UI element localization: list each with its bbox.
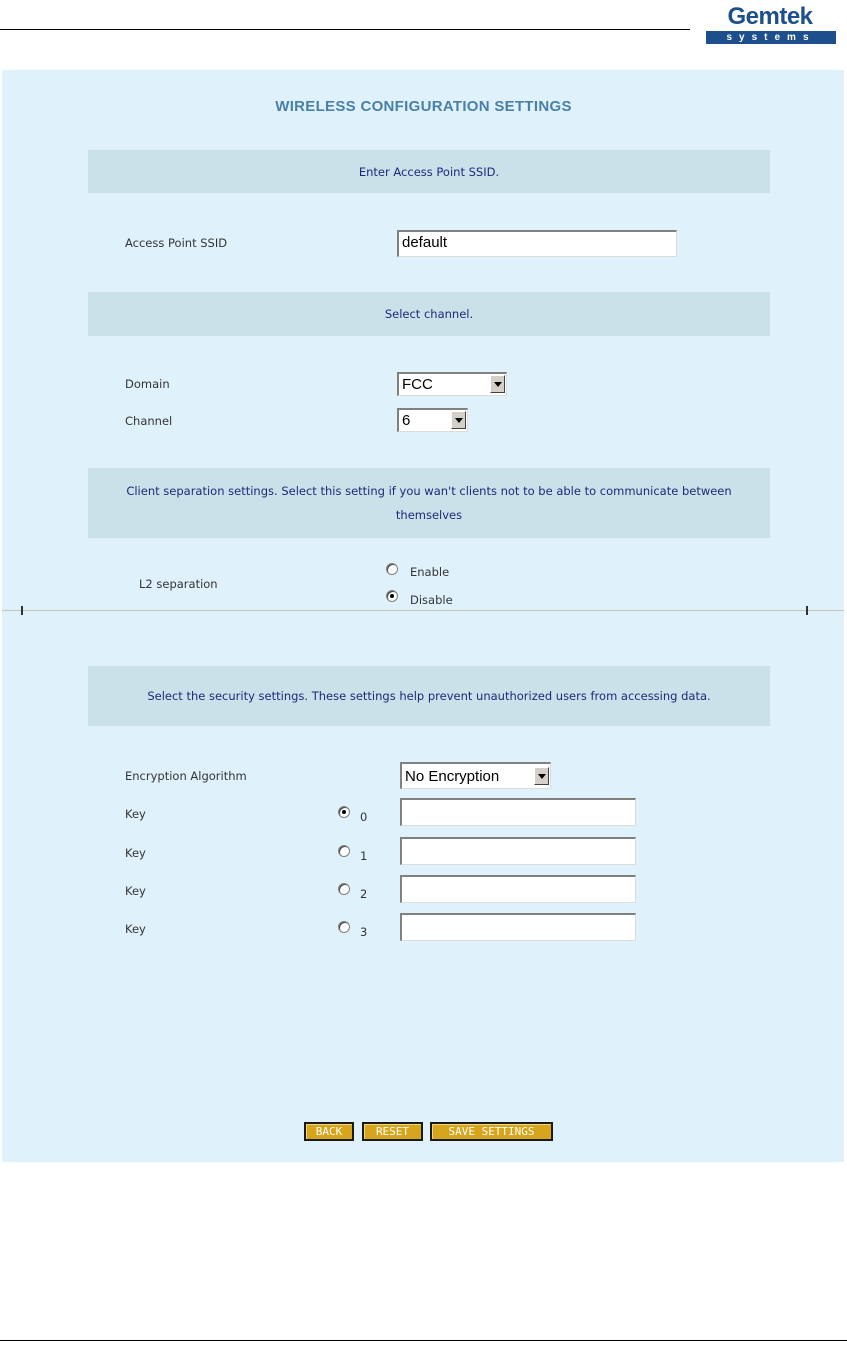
domain-selected-value: FCC — [402, 376, 433, 393]
key-input-2[interactable] — [400, 875, 636, 903]
domain-select[interactable] — [397, 372, 507, 396]
back-button[interactable]: BACK — [304, 1122, 354, 1141]
chevron-down-icon[interactable] — [534, 767, 549, 785]
logo-subtitle: systems — [706, 31, 836, 44]
l2-separation-label: L2 separation — [139, 577, 218, 591]
channel-select[interactable] — [397, 408, 468, 432]
disable-radio[interactable] — [386, 590, 398, 602]
gemtek-logo — [704, 4, 836, 44]
key-label: Key — [125, 807, 146, 821]
channel-label: Channel — [125, 414, 173, 428]
split-tick-right — [806, 606, 808, 615]
split-tick-left — [21, 606, 23, 615]
key-label: Key — [125, 884, 146, 898]
key-label: Key — [125, 846, 146, 860]
enable-radio-label: Enable — [410, 565, 450, 579]
key-input-0[interactable] — [400, 798, 636, 826]
enable-radio[interactable] — [386, 563, 398, 575]
chevron-down-icon[interactable] — [451, 411, 466, 429]
key-index-3: 3 — [360, 925, 368, 939]
footer-rule — [0, 1340, 847, 1341]
ssid-band: Enter Access Point SSID. — [88, 150, 770, 193]
logo-word: Gemtek — [727, 3, 813, 30]
key-input-1[interactable] — [400, 837, 636, 865]
encryption-label: Encryption Algorithm — [125, 769, 247, 783]
encryption-select[interactable] — [400, 762, 551, 789]
domain-label: Domain — [125, 377, 170, 391]
key-index-0: 0 — [360, 810, 368, 824]
save-settings-button[interactable]: SAVE SETTINGS — [430, 1122, 553, 1141]
key-radio-3[interactable] — [338, 921, 350, 933]
key-radio-0[interactable] — [338, 806, 350, 818]
key-radio-2[interactable] — [338, 883, 350, 895]
encryption-selected-value: No Encryption — [405, 768, 500, 785]
page-split-line — [2, 610, 844, 611]
key-radio-1[interactable] — [338, 845, 350, 857]
header-rule — [0, 29, 690, 30]
reset-button[interactable]: RESET — [362, 1122, 423, 1141]
security-band: Select the security settings. These settings help prevent unauthorized users from accessing data. — [88, 666, 770, 726]
channel-band: Select channel. — [88, 292, 770, 336]
page-title: WIRELESS CONFIGURATION SETTINGS — [275, 98, 572, 115]
key-index-1: 1 — [360, 849, 368, 863]
chevron-down-icon[interactable] — [490, 375, 505, 393]
separation-band: Client separation settings. Select this setting if you wan't clients not to be able to communicate between themselves — [88, 468, 770, 538]
key-label: Key — [125, 922, 146, 936]
channel-selected-value: 6 — [402, 412, 411, 429]
disable-radio-label: Disable — [410, 593, 453, 607]
ssid-input[interactable]: default — [397, 230, 677, 257]
key-input-3[interactable] — [400, 913, 636, 941]
key-index-2: 2 — [360, 887, 368, 901]
ssid-label: Access Point SSID — [125, 236, 228, 250]
